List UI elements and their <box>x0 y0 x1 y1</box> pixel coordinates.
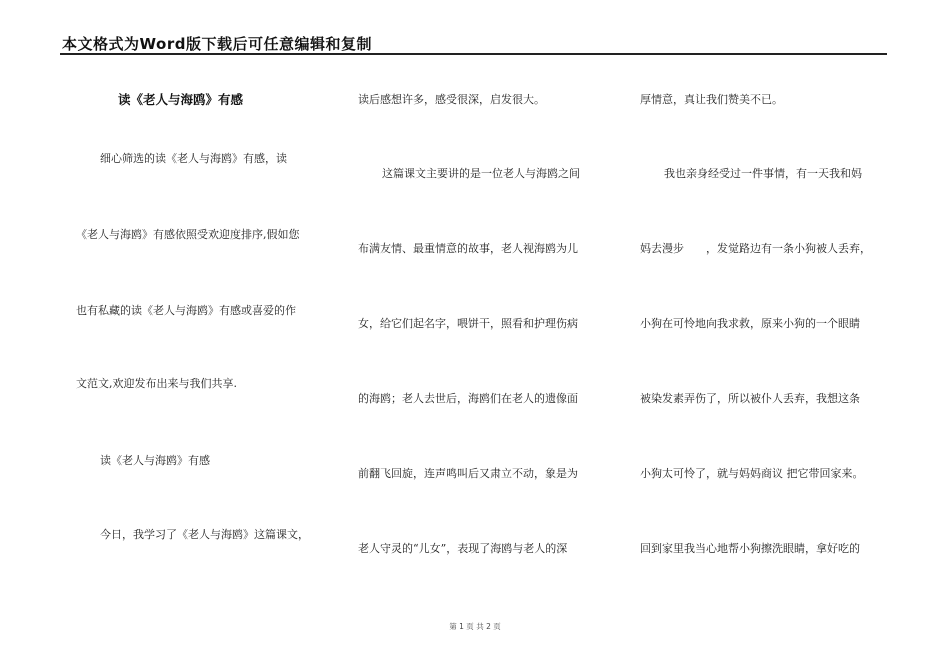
paragraph-line: 今日，我学习了《老人与海鸥》这篇课文， <box>100 528 309 541</box>
paragraph-line: 文范文,欢迎发布出来与我们共享. <box>76 377 237 390</box>
paragraph-line: 这篇课文主要讲的是一位老人与海鸥之间 <box>382 167 580 180</box>
paragraph-line: 回到家里我当心地帮小狗擦洗眼睛，拿好吃的 <box>640 542 860 555</box>
subheading-line: 读《老人与海鸥》有感 <box>100 454 210 467</box>
paragraph-line: 我也亲身经受过一件事情，有一天我和妈 <box>664 167 862 180</box>
paragraph-line: 女，给它们起名字，喂饼干，照看和护理伤病 <box>358 317 578 330</box>
paragraph-line: 《老人与海鸥》有感依照受欢迎度排序,假如您 <box>76 228 300 241</box>
document-header: 本文格式为Word版下载后可任意编辑和复制 <box>62 35 372 53</box>
page-number: 第 1 页 共 2 页 <box>449 622 501 631</box>
header-rule <box>60 53 887 55</box>
paragraph-line: 妈去漫步 ，发觉路边有一条小狗被人丢弃， <box>640 242 871 255</box>
paragraph-line: 细心筛选的读《老人与海鸥》有感，读 <box>100 152 287 165</box>
paragraph-line: 小狗太可怜了，就与妈妈商议 把它带回家来。 <box>640 467 864 480</box>
paragraph-line: 被染发素弄伤了，所以被仆人丢弃，我想这条 <box>640 392 860 405</box>
paragraph-line: 前翻飞回旋，连声鸣叫后又肃立不动，象是为 <box>358 467 578 480</box>
paragraph-line: 小狗在可怜地向我求救，原来小狗的一个眼睛 <box>640 317 860 330</box>
paragraph-line: 厚情意，真让我们赞美不已。 <box>640 93 783 106</box>
paragraph-line: 布满友情、最重情意的故事，老人视海鸥为儿 <box>358 242 578 255</box>
paragraph-line: 老人守灵的“儿女”，表现了海鸥与老人的深 <box>358 542 568 555</box>
paragraph-line: 也有私藏的读《老人与海鸥》有感或喜爱的作 <box>76 304 296 317</box>
paragraph-line: 读后感想许多，感受很深，启发很大。 <box>358 93 545 106</box>
article-title: 读《老人与海鸥》有感 <box>118 92 244 107</box>
paragraph-line: 的海鸥；老人去世后，海鸥们在老人的遗像面 <box>358 392 578 405</box>
